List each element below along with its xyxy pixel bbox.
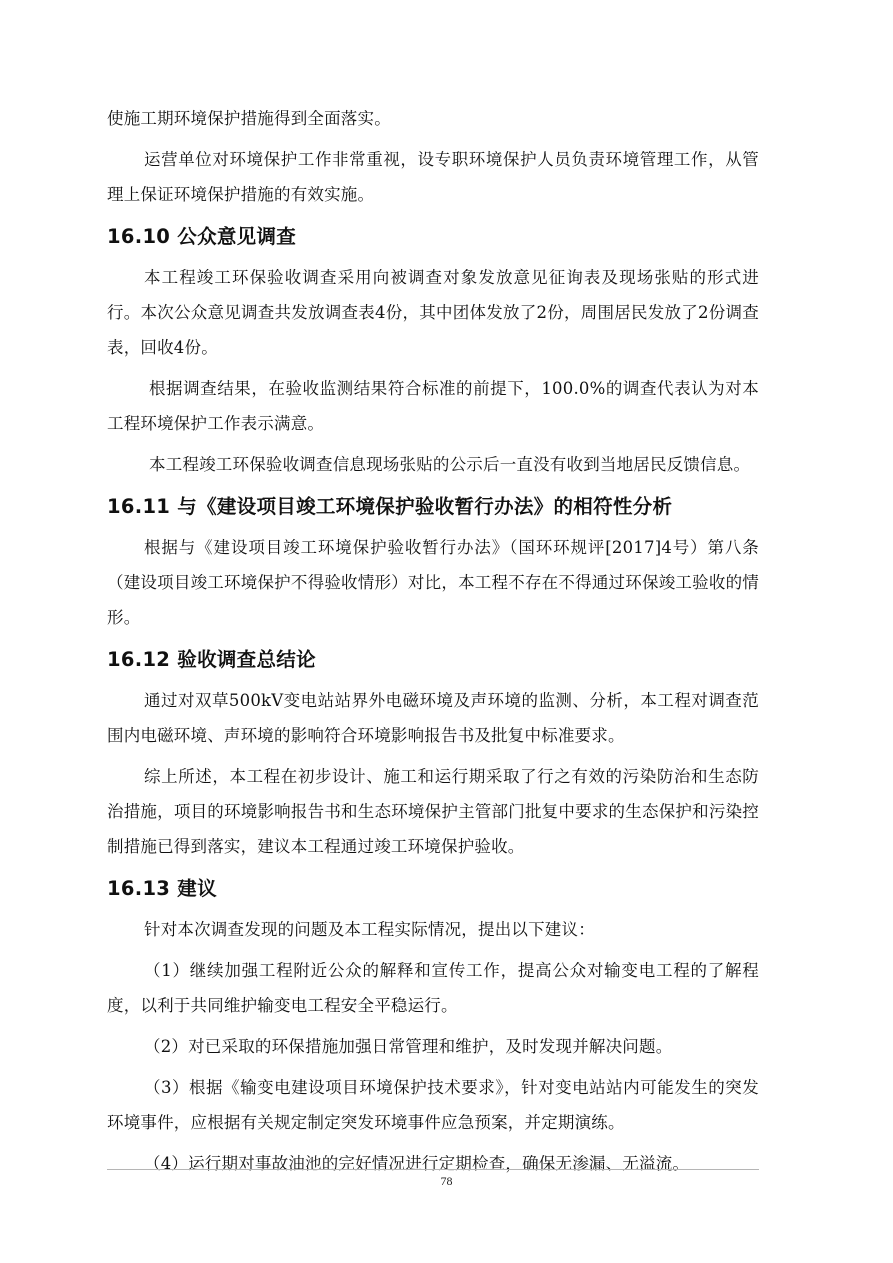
page-number: 78: [440, 1174, 453, 1188]
paragraph-monitoring-conclusion: 通过对双草500kV变电站站界外电磁环境及声环境的监测、分析，本工程对调查范围内电磁环境、声环境的影响符合环境影响报告书及批复中标准要求。: [107, 691, 759, 745]
heading-16-11: 16.11 与《建设项目竣工环境保护验收暂行办法》的相符性分析: [107, 495, 673, 518]
page-content: [107, 101, 759, 1187]
paragraph-compliance-analysis: 根据与《建设项目竣工环境保护验收暂行办法》（国环环规评[2017]4号）第八条（建设项目竣工环境保护不得验收情形）对比，本工程不存在不得通过环保竣工验收的情形。: [107, 538, 759, 627]
paragraph-continuation: 使施工期环境保护措施得到全面落实。: [107, 109, 391, 128]
paragraph-survey-method: 本工程竣工环保验收调查采用向被调查对象发放意见征询表及现场张贴的形式进行。本次公众意见调查共发放调查表4份，其中团体发放了2份，周围居民发放了2份调查表，回收4份。: [107, 268, 759, 357]
heading-16-12: 16.12 验收调查总结论: [107, 648, 316, 671]
paragraph-no-feedback: 本工程竣工环保验收调查信息现场张贴的公示后一直没有收到当地居民反馈信息。: [149, 455, 751, 474]
suggestion-item-1: （1）继续加强工程附近公众的解释和宣传工作，提高公众对输变电工程的了解程度，以利于共同维护输变电工程安全平稳运行。: [107, 961, 759, 1015]
suggestion-item-2: （2）对已采取的环保措施加强日常管理和维护，及时发现并解决问题。: [144, 1037, 673, 1056]
suggestion-item-3: （3）根据《输变电建设项目环境保护技术要求》，针对变电站站内可能发生的突发环境事件，应根据有关规定制定突发环境事件应急预案，并定期演练。: [107, 1078, 759, 1132]
paragraph-operator-management: 运营单位对环境保护工作非常重视，设专职环境保护人员负责环境管理工作，从管理上保证环境保护措施的有效实施。: [107, 150, 759, 204]
heading-16-10: 16.10 公众意见调查: [107, 225, 297, 248]
footer-divider: [107, 1169, 759, 1170]
paragraph-suggestions-intro: 针对本次调查发现的问题及本工程实际情况，提出以下建议：: [144, 920, 595, 939]
paragraph-survey-result: 根据调查结果，在验收监测结果符合标准的前提下，100.0%的调查代表认为对本工程环境保护工作表示满意。: [107, 379, 759, 433]
heading-16-13: 16.13 建议: [107, 877, 217, 900]
paragraph-summary-conclusion: 综上所述，本工程在初步设计、施工和运行期采取了行之有效的污染防治和生态防治措施，项目的环境影响报告书和生态环境保护主管部门批复中要求的生态保护和污染控制措施已得到落实，建议本工程通过竣工环境保护验收。: [107, 767, 759, 856]
suggestion-item-4: （4）运行期对事故油池的完好情况进行定期检查，确保无渗漏、无溢流。: [144, 1154, 690, 1173]
